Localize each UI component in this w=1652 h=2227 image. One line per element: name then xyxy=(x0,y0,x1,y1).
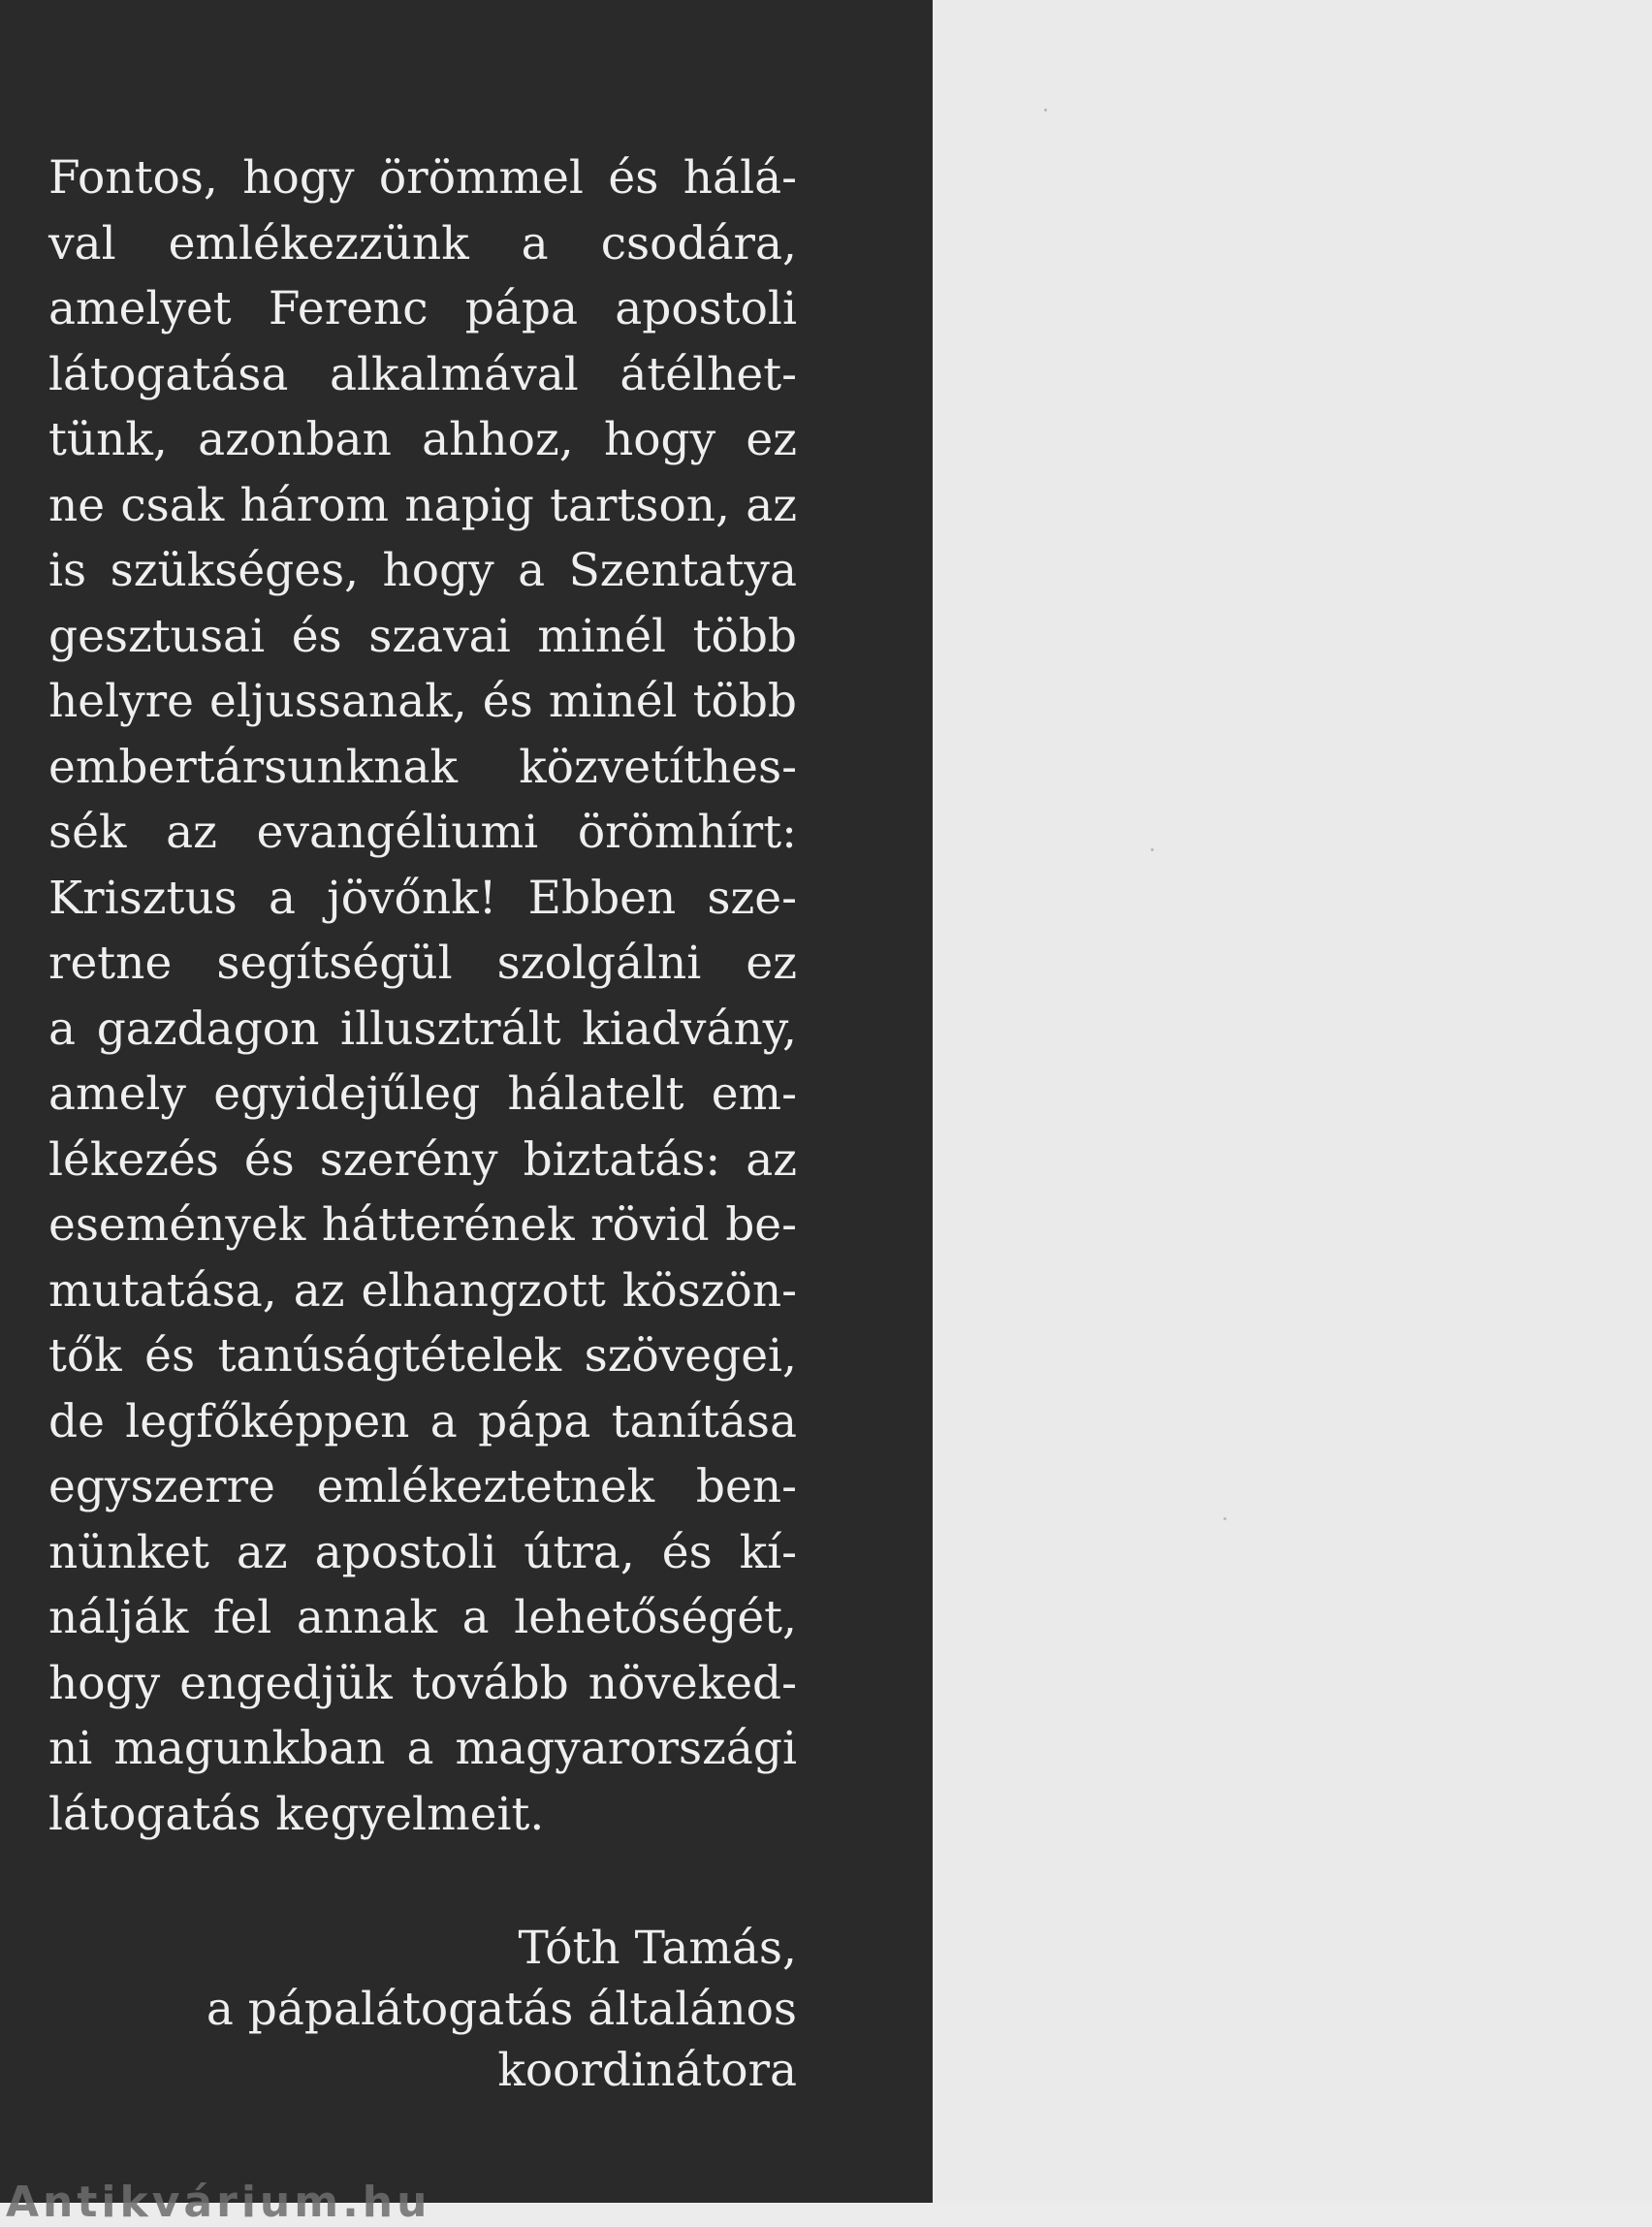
text-line: egyszerre emlékeztetnek ben- xyxy=(48,1460,797,1513)
text-line: ne csak három napig tartson, az xyxy=(48,478,797,532)
text-line: látogatás kegyelmeit. xyxy=(48,1787,545,1841)
author-signature xyxy=(48,1918,797,2101)
text-line: de legfőképpen a pápa tanítása xyxy=(48,1394,797,1448)
text-line: hogy engedjük tovább növeked- xyxy=(48,1656,797,1710)
author-name: Tóth Tamás, xyxy=(518,1922,797,1975)
text-line: tők és tanúságtételek szövegei, xyxy=(48,1329,797,1383)
text-line: sék az evangéliumi örömhírt: xyxy=(48,806,797,859)
dust-speck xyxy=(1223,1517,1226,1520)
text-line: helyre eljussanak, és minél több xyxy=(48,675,797,728)
text-line: mutatása, az elhangzott köszön- xyxy=(48,1263,797,1318)
dust-speck xyxy=(1151,848,1154,851)
cover-blurb-text xyxy=(48,145,797,1847)
text-line: is szükséges, hogy a Szentatya xyxy=(48,544,797,597)
dust-speck xyxy=(1044,109,1047,111)
text-line: nünket az apostoli útra, és kí- xyxy=(48,1525,797,1579)
text-line: Krisztus a jövőnk! Ebben sze- xyxy=(48,871,797,925)
text-line: a gazdagon illusztrált kiadvány, xyxy=(48,1002,797,1056)
text-line: val emlékezzünk a csodára, xyxy=(48,216,797,270)
text-line: Fontos, hogy örömmel és hálá- xyxy=(48,151,797,205)
author-role-line-2: koordinátora xyxy=(497,2044,797,2097)
text-line: amelyet Ferenc pápa apostoli xyxy=(48,282,797,335)
text-line: tünk, azonban ahhoz, hogy ez xyxy=(48,413,797,466)
background-light-area xyxy=(933,0,1652,2203)
text-line: látogatása alkalmával átélhet- xyxy=(48,347,797,401)
author-role-line-1: a pápalátogatás általános xyxy=(206,1983,797,2036)
text-line: események hátterének rövid be- xyxy=(48,1198,797,1252)
text-line: ni magunkban a magyarországi xyxy=(48,1722,797,1775)
text-line: embertársunknak közvetíthes- xyxy=(48,740,797,794)
text-line: nálják fel annak a lehetőségét, xyxy=(48,1591,797,1644)
text-line: amely egyidejűleg hálatelt em- xyxy=(48,1067,797,1121)
text-line: lékezés és szerény biztatás: az xyxy=(48,1132,797,1187)
text-line: gesztusai és szavai minél több xyxy=(48,609,797,663)
watermark-logo: Antikvárium.hu xyxy=(6,2178,431,2227)
text-line: retne segítségül szolgálni ez xyxy=(48,937,797,990)
